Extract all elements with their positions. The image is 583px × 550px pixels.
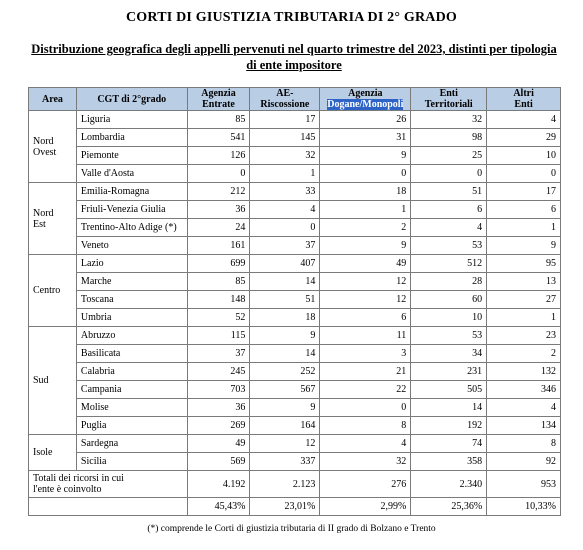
cgt-name-cell: Piemonte [76, 147, 187, 165]
value-cell: 18 [320, 183, 411, 201]
table-row [29, 201, 561, 219]
value-cell: 2 [487, 345, 561, 363]
cgt-name-cell: Umbria [76, 309, 187, 327]
value-cell: 115 [187, 327, 250, 345]
value-cell: 0 [320, 165, 411, 183]
value-cell: 52 [187, 309, 250, 327]
cgt-name-cell: Campania [76, 381, 187, 399]
value-cell: 269 [187, 417, 250, 435]
value-cell: 212 [187, 183, 250, 201]
table-row [29, 399, 561, 417]
value-cell: 164 [250, 417, 320, 435]
page-title: CORTI DI GIUSTIZIA TRIBUTARIA DI 2° GRADO [126, 10, 457, 25]
percent-row [29, 498, 561, 516]
value-cell: 699 [187, 255, 250, 273]
value-cell: 13 [487, 273, 561, 291]
cgt-name-cell: Emilia-Romagna [76, 183, 187, 201]
cgt-name-cell: Sicilia [76, 453, 187, 471]
value-cell: 0 [250, 219, 320, 237]
value-cell: 3 [320, 345, 411, 363]
value-cell: 337 [250, 453, 320, 471]
cgt-name-cell: Abruzzo [76, 327, 187, 345]
value-cell: 0 [487, 165, 561, 183]
table-row [29, 345, 561, 363]
table-body [29, 111, 561, 516]
value-cell: 29 [487, 129, 561, 147]
value-cell: 51 [411, 183, 487, 201]
value-cell: 1 [320, 201, 411, 219]
value-cell: 37 [187, 345, 250, 363]
header-cgt: CGT di 2°grado [76, 88, 187, 111]
value-cell: 14 [250, 345, 320, 363]
value-cell: 4 [320, 435, 411, 453]
value-cell: 134 [487, 417, 561, 435]
value-cell: 703 [187, 381, 250, 399]
value-cell: 22 [320, 381, 411, 399]
value-cell: 6 [411, 201, 487, 219]
value-cell: 24 [187, 219, 250, 237]
value-cell: 92 [487, 453, 561, 471]
value-cell: 148 [187, 291, 250, 309]
percent-label-empty [29, 498, 188, 516]
value-cell: 85 [187, 273, 250, 291]
percent-cell: 2,99% [320, 498, 411, 516]
value-cell: 32 [411, 111, 487, 129]
value-cell: 407 [250, 255, 320, 273]
value-cell: 6 [487, 201, 561, 219]
value-cell: 53 [411, 327, 487, 345]
value-cell: 346 [487, 381, 561, 399]
cgt-name-cell: Liguria [76, 111, 187, 129]
value-cell: 28 [411, 273, 487, 291]
value-cell: 1 [487, 309, 561, 327]
value-cell: 37 [250, 237, 320, 255]
total-label: Totali dei ricorsi in cui l'ente è coinvolto [29, 471, 188, 498]
value-cell: 26 [320, 111, 411, 129]
header-altri-enti: Altri Enti [487, 88, 561, 111]
area-cell: Sud [29, 327, 77, 435]
cgt-name-cell: Toscana [76, 291, 187, 309]
table-row [29, 327, 561, 345]
value-cell: 9 [250, 327, 320, 345]
value-cell: 0 [187, 165, 250, 183]
area-cell: Centro [29, 255, 77, 327]
cgt-name-cell: Friuli-Venezia Giulia [76, 201, 187, 219]
value-cell: 358 [411, 453, 487, 471]
value-cell: 9 [250, 399, 320, 417]
page-subtitle [30, 41, 558, 73]
value-cell: 252 [250, 363, 320, 381]
value-cell: 17 [487, 183, 561, 201]
value-cell: 12 [320, 273, 411, 291]
cgt-name-cell: Basilicata [76, 345, 187, 363]
value-cell: 32 [320, 453, 411, 471]
value-cell: 1 [487, 219, 561, 237]
value-cell: 51 [250, 291, 320, 309]
table-row [29, 219, 561, 237]
percent-cell: 10,33% [487, 498, 561, 516]
value-cell: 0 [411, 165, 487, 183]
value-cell: 25 [411, 147, 487, 165]
percent-cell: 25,36% [411, 498, 487, 516]
cgt-name-cell: Lombardia [76, 129, 187, 147]
cgt-name-cell: Veneto [76, 237, 187, 255]
header-agenzia-entrate: Agenzia Entrate [187, 88, 250, 111]
value-cell: 21 [320, 363, 411, 381]
subtitle-text: Distribuzione geografica degli appelli pervenuti nel quarto trimestre del 2023, distinti per tipologia di ente impositore [31, 42, 557, 72]
value-cell: 36 [187, 399, 250, 417]
value-cell: 10 [487, 147, 561, 165]
percent-cell: 23,01% [250, 498, 320, 516]
value-cell: 6 [320, 309, 411, 327]
value-cell: 567 [250, 381, 320, 399]
value-cell: 8 [487, 435, 561, 453]
value-cell: 23 [487, 327, 561, 345]
value-cell: 9 [320, 237, 411, 255]
table-row [29, 129, 561, 147]
value-cell: 512 [411, 255, 487, 273]
table-row [29, 309, 561, 327]
value-cell: 161 [187, 237, 250, 255]
cgt-name-cell: Trentino-Alto Adige (*) [76, 219, 187, 237]
value-cell: 569 [187, 453, 250, 471]
table-row [29, 273, 561, 291]
value-cell: 1 [250, 165, 320, 183]
cgt-name-cell: Lazio [76, 255, 187, 273]
value-cell: 4 [411, 219, 487, 237]
value-cell: 27 [487, 291, 561, 309]
value-cell: 4 [487, 111, 561, 129]
total-value-cell: 953 [487, 471, 561, 498]
value-cell: 9 [320, 147, 411, 165]
value-cell: 4 [250, 201, 320, 219]
table-row [29, 381, 561, 399]
table-row [29, 165, 561, 183]
cgt-name-cell: Puglia [76, 417, 187, 435]
value-cell: 231 [411, 363, 487, 381]
value-cell: 2 [320, 219, 411, 237]
appeals-table [28, 87, 561, 516]
cgt-name-cell: Valle d'Aosta [76, 165, 187, 183]
value-cell: 505 [411, 381, 487, 399]
header-area: Area [29, 88, 77, 111]
cgt-name-cell: Calabria [76, 363, 187, 381]
value-cell: 74 [411, 435, 487, 453]
percent-cell: 45,43% [187, 498, 250, 516]
total-value-cell: 2.123 [250, 471, 320, 498]
value-cell: 9 [487, 237, 561, 255]
value-cell: 14 [411, 399, 487, 417]
header-enti-territoriali: Enti Territoriali [411, 88, 487, 111]
table-header-row [29, 88, 561, 111]
value-cell: 245 [187, 363, 250, 381]
table-row [29, 417, 561, 435]
value-cell: 49 [320, 255, 411, 273]
cgt-name-cell: Marche [76, 273, 187, 291]
header-agenzia-dogane: Agenzia Dogane/Monopoli [320, 88, 411, 111]
value-cell: 14 [250, 273, 320, 291]
value-cell: 11 [320, 327, 411, 345]
table-row [29, 453, 561, 471]
value-cell: 132 [487, 363, 561, 381]
value-cell: 60 [411, 291, 487, 309]
value-cell: 49 [187, 435, 250, 453]
table-row [29, 291, 561, 309]
table-row [29, 435, 561, 453]
total-value-cell: 2.340 [411, 471, 487, 498]
value-cell: 12 [250, 435, 320, 453]
value-cell: 192 [411, 417, 487, 435]
value-cell: 32 [250, 147, 320, 165]
value-cell: 98 [411, 129, 487, 147]
value-cell: 31 [320, 129, 411, 147]
table-row [29, 237, 561, 255]
value-cell: 34 [411, 345, 487, 363]
value-cell: 145 [250, 129, 320, 147]
value-cell: 18 [250, 309, 320, 327]
area-cell: Isole [29, 435, 77, 471]
table-row [29, 255, 561, 273]
value-cell: 541 [187, 129, 250, 147]
value-cell: 4 [487, 399, 561, 417]
value-cell: 126 [187, 147, 250, 165]
cgt-name-cell: Molise [76, 399, 187, 417]
total-value-cell: 4.192 [187, 471, 250, 498]
value-cell: 33 [250, 183, 320, 201]
value-cell: 0 [320, 399, 411, 417]
total-row [29, 471, 561, 498]
value-cell: 10 [411, 309, 487, 327]
value-cell: 53 [411, 237, 487, 255]
header-ae-riscossione: AE- Riscossione [250, 88, 320, 111]
value-cell: 8 [320, 417, 411, 435]
value-cell: 17 [250, 111, 320, 129]
table-row [29, 147, 561, 165]
value-cell: 12 [320, 291, 411, 309]
cgt-name-cell: Sardegna [76, 435, 187, 453]
value-cell: 95 [487, 255, 561, 273]
value-cell: 85 [187, 111, 250, 129]
area-cell: Nord Est [29, 183, 77, 255]
table-row [29, 363, 561, 381]
table-row [29, 111, 561, 129]
footnote: (*) comprende le Corti di giustizia tributaria di II grado di Bolzano e Trento [147, 524, 436, 534]
table-row [29, 183, 561, 201]
total-value-cell: 276 [320, 471, 411, 498]
area-cell: Nord Ovest [29, 111, 77, 183]
value-cell: 36 [187, 201, 250, 219]
